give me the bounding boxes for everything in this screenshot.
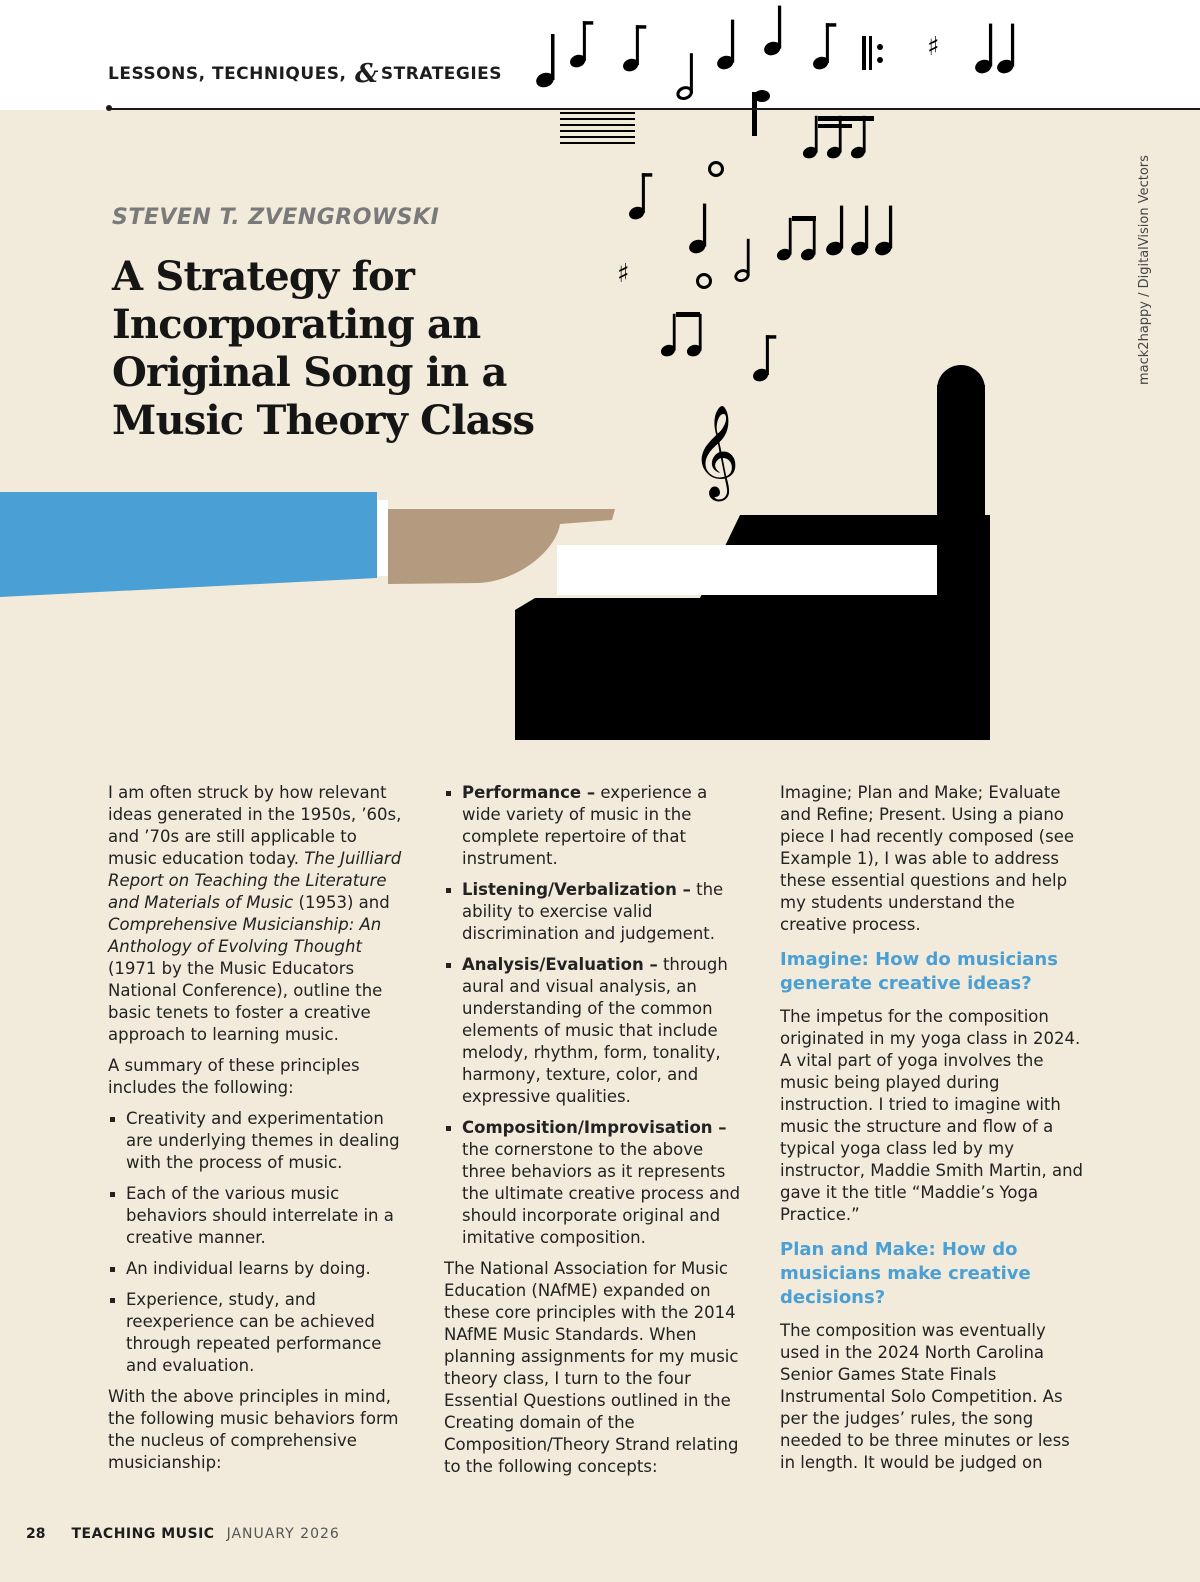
- paragraph: The impetus for the composition originated in my yoga class in 2024. A vital part of yoga involves the music being played during instruction. I tried to imagine with music the structure and flow of a typical yoga class led by my instructor, Maddie Smith Martin, and gave it the title “Maddie’s Yoga Practice.”: [780, 1007, 1084, 1224]
- paragraph: The composition was eventually used in the 2024 North Carolina Senior Games State Finals Instrumental Solo Competition. As per the judges’ rules, the song needed to be three minutes or less in length. It would be judged on: [780, 1321, 1070, 1472]
- article-title: A Strategy for Incorporating an Original Song in a Music Theory Class: [112, 253, 535, 444]
- list-item: Listening/Verbalization – the ability to exercise valid discrimination and judgement.: [444, 879, 749, 945]
- list-item: Performance – experience a wide variety of music in the complete repertoire of that instrument.: [444, 782, 749, 870]
- paragraph: I am often struck by how relevant ideas generated in the 1950s, ’60s, and ’70s are still applicable to music education today. The Juilliard Report on Teaching the Literature and Materials of Music (1953) and Comprehensive Musicianship: An Anthology of Evolving Thought (1971 by the Music Educators National Conference), outline the basic tenets to foster a creative approach to learning music.: [108, 783, 402, 1044]
- header-rule-dot: [106, 105, 112, 111]
- author-byline: STEVEN T. ZVENGROWSKI: [112, 205, 440, 230]
- list-item: Experience, study, and reexperience can be achieved through repeated performance and evaluation.: [108, 1289, 408, 1377]
- sleeve-shape: [0, 492, 377, 597]
- behaviors-list: [444, 782, 749, 1249]
- staff-lines: [560, 113, 635, 143]
- paragraph: With the above principles in mind, the following music behaviors form the nucleus of comprehensive musicianship:: [108, 1387, 399, 1472]
- column-2: [444, 782, 749, 1487]
- page-number: 28: [26, 1526, 46, 1542]
- paragraph: Imagine; Plan and Make; Evaluate and Refine; Present. Using a piano piece I had recently composed (see Example 1), I was able to address these essential questions and help my students understand the creative process.: [780, 783, 1075, 934]
- list-item: Composition/Improvisation – the cornerstone to the above three behaviors as it represents the ultimate creative process and should incorporate original and imitative composition.: [444, 1117, 749, 1249]
- list-item: Creativity and experimentation are underlying themes in dealing with the process of music.: [108, 1108, 408, 1174]
- svg-text:𝄞: 𝄞: [692, 404, 740, 497]
- svg-text:♯: ♯: [617, 259, 630, 289]
- list-item: Analysis/Evaluation – through aural and visual analysis, an understanding of the common elements of music that include melody, rhythm, form, tonality, harmony, texture, color, and expressive qualities.: [444, 954, 749, 1108]
- paragraph: A summary of these principles includes the following:: [108, 1056, 360, 1097]
- magazine-name: TEACHING MUSIC: [71, 1526, 215, 1542]
- header-rule: [108, 108, 1200, 110]
- issue-date: JANUARY 2026: [226, 1526, 340, 1542]
- cuff-shape: [377, 500, 388, 576]
- svg-text:♯: ♯: [927, 32, 940, 62]
- column-3: [780, 782, 1085, 1483]
- section-label: LESSONS, TECHNIQUES, & STRATEGIES: [108, 59, 503, 89]
- piano-shape: [515, 365, 990, 740]
- subheading-plan-and-make: Plan and Make: How do musicians make creative decisions?: [780, 1239, 1031, 1308]
- page-footer: [26, 1526, 340, 1542]
- image-credit: mack2happy / DigitalVision Vectors: [1137, 155, 1152, 385]
- list-item: An individual learns by doing.: [108, 1258, 408, 1280]
- subheading-imagine: Imagine: How do musicians generate creative ideas?: [780, 949, 1058, 994]
- principles-list: [108, 1108, 408, 1377]
- list-item: Each of the various music behaviors should interrelate in a creative manner.: [108, 1183, 408, 1249]
- paragraph: The National Association for Music Education (NAfME) expanded on these core principles with the 2014 NAfME Music Standards. When planning assignments for my music theory class, I turn to the four Essential Questions outlined in the Creating domain of the Composition/Theory Strand relating to the following concepts:: [444, 1259, 739, 1476]
- column-1: [108, 782, 408, 1483]
